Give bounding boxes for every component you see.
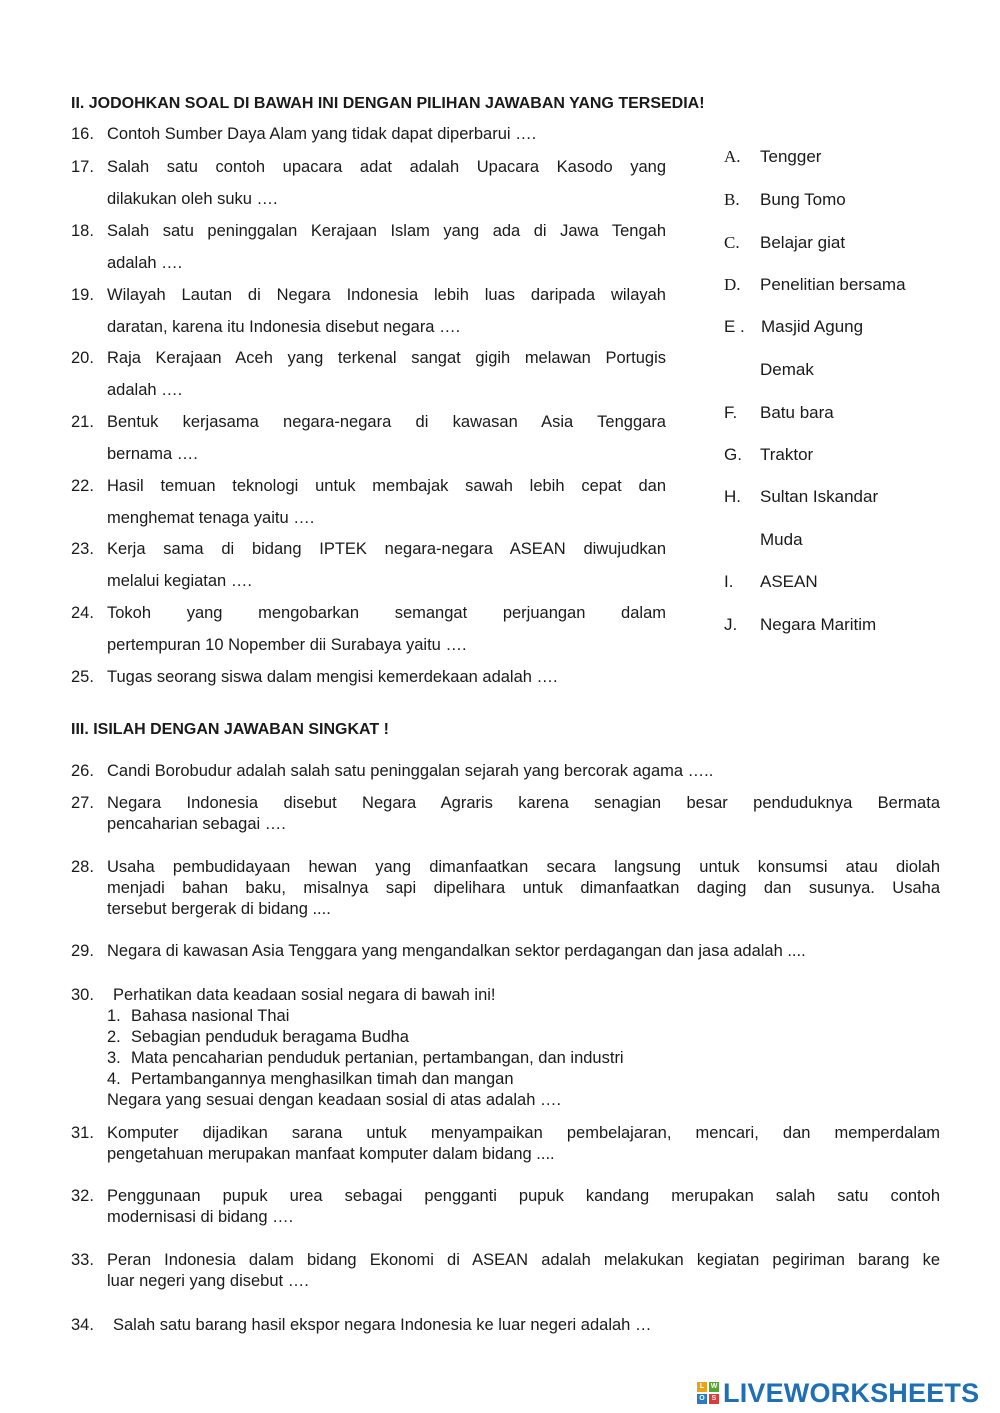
question-number: 29. <box>71 942 94 960</box>
question-text: Salah satu barang hasil ekspor negara Indonesia ke luar negeri adalah … <box>113 1316 652 1334</box>
option-text: Negara Maritim <box>760 615 877 634</box>
question-25 <box>71 661 666 693</box>
question-33 <box>71 1250 940 1292</box>
question-29 <box>71 941 940 962</box>
list-item-text: Mata pencaharian penduduk pertanian, pertambangan, dan industri <box>131 1049 624 1067</box>
option-letter: C. <box>724 233 740 252</box>
section-2-heading: II. JODOHKAN SOAL DI BAWAH INI DENGAN PILIHAN JAWABAN YANG TERSEDIA! <box>71 95 705 112</box>
list-item <box>107 1006 289 1027</box>
option-letter: I. <box>724 572 734 591</box>
option-text: Traktor <box>760 445 814 464</box>
question-number: 34. <box>71 1316 94 1334</box>
list-item-text: Bahasa nasional Thai <box>131 1007 290 1025</box>
question-number: 28. <box>71 858 94 876</box>
question-32 <box>71 1186 940 1228</box>
logo-tile: L <box>697 1382 707 1392</box>
option-c <box>724 232 845 254</box>
question-16 <box>71 118 666 150</box>
question-number: 32. <box>71 1187 94 1205</box>
logo-tile: W <box>710 1383 718 1390</box>
question-19 <box>71 279 666 343</box>
question-text-line1: Wilayah Lautan di Negara Indonesia lebih luas daripada wilayah <box>107 286 666 304</box>
question-text-line2: dilakukan oleh suku …. <box>107 190 278 208</box>
option-text: Batu bara <box>760 403 834 422</box>
list-item-text: Pertambangannya menghasilkan timah dan mangan <box>131 1070 514 1088</box>
question-31 <box>71 1123 940 1165</box>
question-28 <box>71 857 940 920</box>
question-number: 25. <box>71 668 94 686</box>
question-text: Candi Borobudur adalah salah satu peninggalan sejarah yang bercorak agama ….. <box>107 762 714 780</box>
question-24 <box>71 597 666 661</box>
question-number: 17. <box>71 158 94 176</box>
question-text: Tugas seorang siswa dalam mengisi kemerdekaan adalah …. <box>107 668 558 686</box>
question-20 <box>71 342 666 406</box>
list-item-text: Sebagian penduduk beragama Budha <box>131 1028 409 1046</box>
option-letter: D. <box>724 275 741 294</box>
question-34 <box>71 1315 940 1336</box>
option-text: Penelitian bersama <box>760 275 906 294</box>
logo-tile: O <box>697 1394 707 1404</box>
question-number: 22. <box>71 477 94 495</box>
option-b <box>724 189 846 211</box>
question-number: 21. <box>71 413 94 431</box>
question-text-line1: Tokoh yang mengobarkan semangat perjuangan dalam <box>107 604 666 622</box>
option-text: Sultan Iskandar <box>760 487 879 506</box>
option-text: Masjid Agung <box>761 317 864 336</box>
question-text-line1: Kerja sama di bidang IPTEK negara-negara ASEAN diwujudkan <box>107 540 666 558</box>
question-text-line1: Salah satu contoh upacara adat adalah Upacara Kasodo yang <box>107 158 666 176</box>
option-letter: G. <box>724 445 742 464</box>
option-h-continuation: Muda <box>760 530 803 549</box>
question-text-line1: Raja Kerajaan Aceh yang terkenal sangat gigih melawan Portugis <box>107 349 666 367</box>
option-letter: B. <box>724 190 740 209</box>
logo-text: LIVEWORKSHEETS <box>723 1377 980 1408</box>
question-text-line2: menghemat tenaga yaitu …. <box>107 509 315 527</box>
question-30 <box>71 985 940 1006</box>
question-text: Perhatikan data keadaan sosial negara di bawah ini! <box>113 986 496 1004</box>
question-17 <box>71 151 666 215</box>
option-e-continuation: Demak <box>760 360 814 379</box>
question-text-line2: luar negeri yang disebut …. <box>107 1272 309 1290</box>
logo-tile: S <box>709 1394 719 1404</box>
option-letter: A. <box>724 147 741 166</box>
list-item <box>107 1069 514 1090</box>
question-number: 23. <box>71 540 94 558</box>
question-number: 18. <box>71 222 94 240</box>
question-number: 16. <box>71 125 94 143</box>
question-number: 33. <box>71 1251 94 1269</box>
question-text: Negara di kawasan Asia Tenggara yang mengandalkan sektor perdagangan dan jasa adalah .... <box>107 942 806 960</box>
question-text-line2: menjadi bahan baku, misalnya sapi dipelihara untuk dimanfaatkan daging dan susunya. Usaha <box>107 879 940 897</box>
question-text-line2: daratan, karena itu Indonesia disebut negara …. <box>107 318 461 336</box>
list-item-number: 2. <box>107 1028 121 1046</box>
question-number: 30. <box>71 986 94 1004</box>
question-number: 19. <box>71 286 94 304</box>
option-text: ASEAN <box>760 572 818 591</box>
option-i <box>724 571 818 593</box>
question-text-line2: modernisasi di bidang …. <box>107 1208 294 1226</box>
question-number: 24. <box>71 604 94 622</box>
question-text-line1: Negara Indonesia disebut Negara Agraris karena senagian besar penduduknya Bermata <box>107 794 940 812</box>
option-letter: F. <box>724 403 738 422</box>
question-number: 27. <box>71 794 94 812</box>
section-3-heading: III. ISILAH DENGAN JAWABAN SINGKAT ! <box>71 721 389 738</box>
question-21 <box>71 406 666 470</box>
option-e <box>724 316 863 338</box>
list-item-number: 3. <box>107 1049 121 1067</box>
question-text-line1: Usaha pembudidayaan hewan yang dimanfaatkan secara langsung untuk konsumsi atau diolah <box>107 858 940 876</box>
question-text-line1: Peran Indonesia dalam bidang Ekonomi di ASEAN adalah melakukan kegiatan pegiriman barang ke <box>107 1251 940 1269</box>
option-d <box>724 274 906 296</box>
option-letter: J. <box>724 615 738 634</box>
question-number: 20. <box>71 349 94 367</box>
question-text-line1: Penggunaan pupuk urea sebagai pengganti pupuk kandang merupakan salah satu contoh <box>107 1187 940 1205</box>
question-text-line1: Hasil temuan teknologi untuk membajak sawah lebih cepat dan <box>107 477 666 495</box>
option-text: Belajar giat <box>760 233 846 252</box>
question-26 <box>71 761 940 782</box>
question-text-line2: melalui kegiatan …. <box>107 572 252 590</box>
option-a <box>724 146 821 168</box>
list-item <box>107 1027 409 1048</box>
question-text-line1: Salah satu peninggalan Kerajaan Islam yang ada di Jawa Tengah <box>107 222 666 240</box>
question-text-line1: Komputer dijadikan sarana untuk menyampaikan pembelajaran, mencari, dan memperdalam <box>107 1124 940 1142</box>
question-text-line3: tersebut bergerak di bidang .... <box>107 900 331 918</box>
option-f <box>724 402 834 424</box>
question-23 <box>71 533 666 597</box>
question-text-line2: adalah …. <box>107 254 183 272</box>
logo-grid-icon <box>697 1382 719 1404</box>
option-j <box>724 614 876 636</box>
question-text-line1: Bentuk kerjasama negara-negara di kawasan Asia Tenggara <box>107 413 666 431</box>
question-number: 26. <box>71 762 94 780</box>
question-text-line2: pertempuran 10 Nopember dii Surabaya yaitu …. <box>107 636 467 654</box>
liveworksheets-logo <box>697 1378 979 1408</box>
option-letter: H. <box>724 487 741 506</box>
question-number: 31. <box>71 1124 94 1142</box>
option-text: Tengger <box>760 147 822 166</box>
question-30-closing: Negara yang sesuai dengan keadaan sosial di atas adalah …. <box>107 1091 562 1109</box>
question-text-line2: adalah …. <box>107 381 183 399</box>
question-text-line2: pengetahuan merupakan manfaat komputer dalam bidang .... <box>107 1145 555 1163</box>
question-text-line2: pencaharian sebagai …. <box>107 815 286 833</box>
option-letter: E . <box>724 317 745 336</box>
list-item-number: 4. <box>107 1070 121 1088</box>
question-22 <box>71 470 666 534</box>
question-text-line2: bernama …. <box>107 445 198 463</box>
option-text: Bung Tomo <box>760 190 846 209</box>
list-item-number: 1. <box>107 1007 121 1025</box>
question-27 <box>71 793 940 835</box>
option-g <box>724 444 813 466</box>
question-18 <box>71 215 666 279</box>
option-h <box>724 486 878 508</box>
list-item <box>107 1048 624 1069</box>
question-text: Contoh Sumber Daya Alam yang tidak dapat diperbarui …. <box>107 125 537 143</box>
